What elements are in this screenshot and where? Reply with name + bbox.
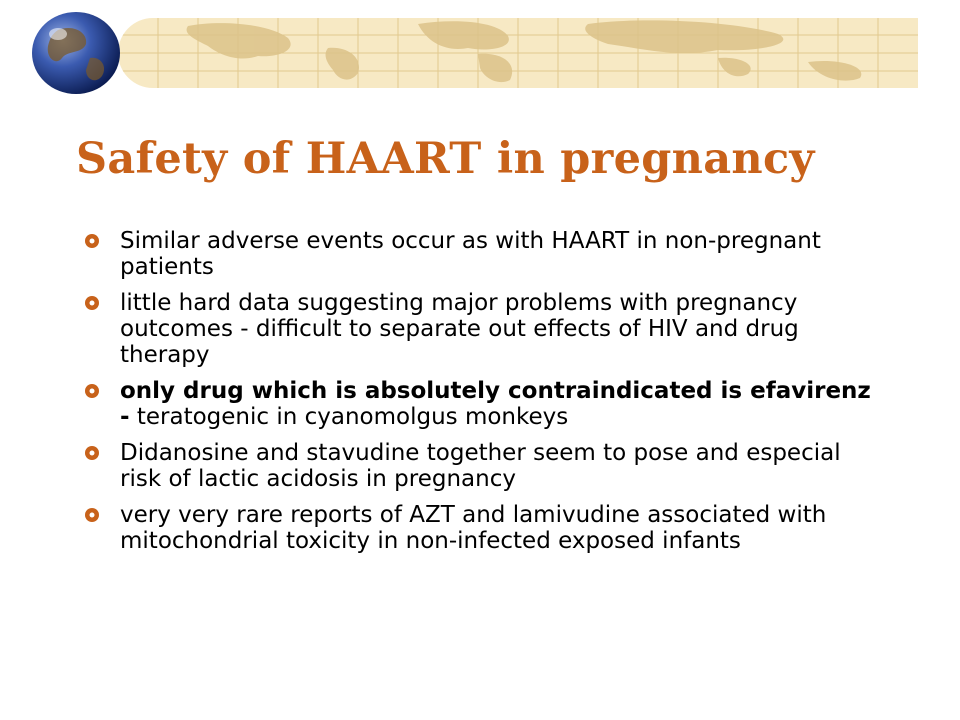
bullet-text: little hard data suggesting major problems with pregnancy outcomes - difficult to separate out effects of HIV and drug therapy	[120, 290, 799, 368]
gear-bullet-icon	[84, 383, 100, 399]
bullet-text: teratogenic in cyanomolgus monkeys	[129, 404, 569, 430]
gear-bullet-icon	[84, 445, 100, 461]
world-map-strip	[118, 18, 918, 88]
gear-bullet-icon	[84, 295, 100, 311]
globe-icon	[28, 10, 128, 96]
bullet-text: Didanosine and stavudine together seem to pose and especial risk of lactic acidosis in pregnancy	[120, 440, 841, 492]
slide-title: Safety of HAART in pregnancy	[76, 134, 815, 184]
bullet-text: very very rare reports of AZT and lamivudine associated with mitochondrial toxicity in non-infected exposed infants	[120, 502, 827, 554]
world-map-graphic	[118, 18, 918, 88]
bullet-item	[84, 440, 884, 492]
bullet-text: Similar adverse events occur as with HAART in non-pregnant patients	[120, 228, 821, 280]
bullet-bold-text: only drug which is absolutely contraindicated is efavirenz -	[120, 378, 871, 430]
bullet-item	[84, 290, 884, 368]
gear-bullet-icon	[84, 507, 100, 523]
bullet-list	[84, 228, 884, 564]
bullet-item	[84, 502, 884, 554]
header-banner	[0, 0, 960, 100]
gear-bullet-icon	[84, 233, 100, 249]
bullet-item	[84, 378, 884, 430]
bullet-item	[84, 228, 884, 280]
